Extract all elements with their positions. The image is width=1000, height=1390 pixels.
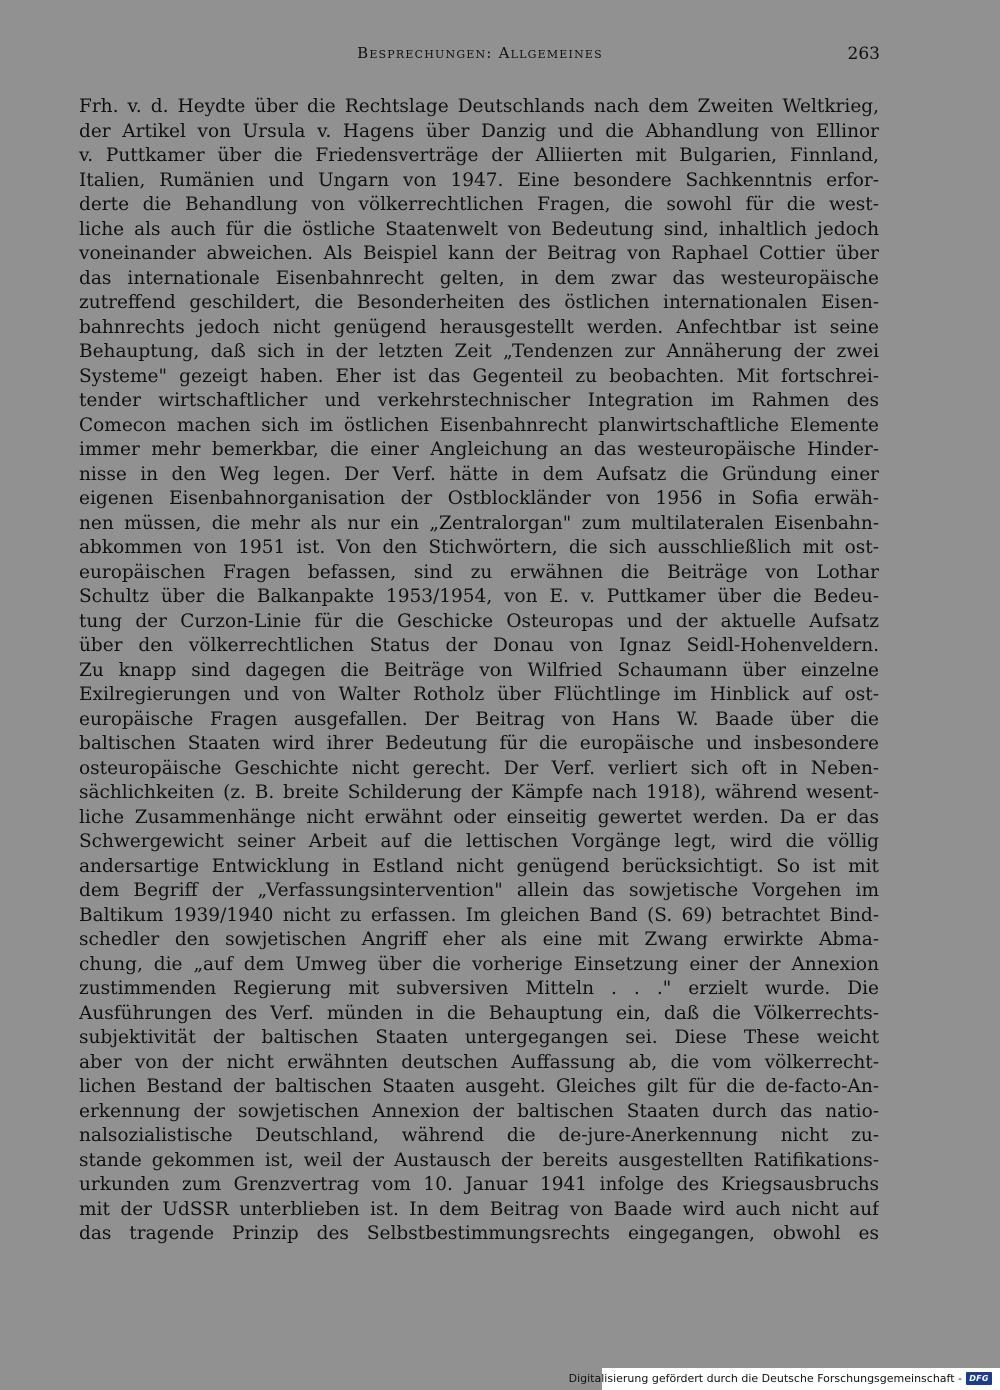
text-line: stande gekommen ist, weil der Austausch der bereits ausgestellten Ratifikations- <box>79 1149 879 1171</box>
text-line: Baltikum 1939/1940 nicht zu erfassen. Im gleichen Band (S. 69) betrachtet Bind- <box>79 904 879 926</box>
text-line: immer mehr bemerkbar, die einer Angleichung an das westeuropäische Hinder- <box>79 439 879 460</box>
text-line: nalsozialistische Deutschland, während die de-jure-Anerkennung nicht zu- <box>79 1125 879 1146</box>
text-line: europäische Fragen ausgefallen. Der Beitrag von Hans W. Baade über die <box>79 708 879 730</box>
dfg-logo-icon: DFG <box>966 1372 992 1385</box>
text-line: das internationale Eisenbahnrecht gelten, in dem zwar das westeuropäische <box>79 267 879 289</box>
text-line: bahnrechts jedoch nicht genügend herausgestellt werden. Anfechtbar ist seine <box>79 316 879 338</box>
text-line: tung der Curzon-Linie für die Geschicke Osteuropas und der aktuelle Aufsatz <box>79 610 879 632</box>
text-line: Schwergewicht seiner Arbeit auf die lettischen Vorgänge legt, wird die völlig <box>79 831 879 852</box>
text-line: Schultz über die Balkanpakte 1953/1954, von E. v. Puttkamer über die Bedeu- <box>79 586 879 607</box>
text-line: andersartige Entwicklung in Estland nicht genügend berücksichtigt. So ist mit <box>79 855 879 877</box>
text-line: Frh. v. d. Heydte über die Rechtslage Deutschlands nach dem Zweiten Weltkrieg, <box>79 96 879 117</box>
text-line: subjektivität der baltischen Staaten untergegangen sei. Diese These weicht <box>79 1027 879 1048</box>
text-line: erkennung der sowjetischen Annexion der baltischen Staaten durch das natio- <box>79 1100 879 1122</box>
text-line: derte die Behandlung von völkerrechtlichen Fragen, die sowohl für die west- <box>79 194 879 215</box>
text-line: Exilregierungen und von Walter Rotholz über Flüchtlinge im Hinblick auf ost- <box>79 684 879 705</box>
text-line: Ausführungen des Verf. münden in die Behauptung ein, daß die Völkerrechts- <box>79 1002 879 1024</box>
running-title: Besprechungen: Allgemeines <box>357 44 603 62</box>
text-line: das tragende Prinzip des Selbstbestimmungsrechts eingegangen, obwohl es <box>79 1223 879 1244</box>
text-line: der Artikel von Ursula v. Hagens über Danzig und die Abhandlung von Ellinor <box>79 120 879 142</box>
text-line: nen müssen, die mehr als nur ein „Zentralorgan" zum multilateralen Eisenbahn- <box>79 512 879 534</box>
text-line: osteuropäische Geschichte nicht gerecht. Der Verf. verliert sich oft in Neben- <box>79 757 879 779</box>
body-text <box>79 95 879 1247</box>
text-line: nisse in den Weg legen. Der Verf. hätte in dem Aufsatz die Gründung einer <box>79 463 879 485</box>
text-line: zutreffend geschildert, die Besonderheiten des östlichen internationalen Eisen- <box>79 292 879 313</box>
text-line: abkommen von 1951 ist. Von den Stichwörtern, die sich ausschließlich mit ost- <box>79 537 879 558</box>
text-line: Comecon machen sich im östlichen Eisenbahnrecht planwirtschaftliche Elemente <box>79 414 879 436</box>
page-number: 263 <box>847 44 880 64</box>
text-line: lichen Bestand der baltischen Staaten ausgeht. Gleiches gilt für die de-facto-An- <box>79 1076 879 1097</box>
text-line: sächlichkeiten (z. B. breite Schilderung der Kämpfe nach 1918), während wesent- <box>79 782 879 803</box>
footer-credit-text: Digitalisierung gefördert durch die Deutsche Forschungsgemeinschaft - <box>568 1371 962 1385</box>
text-line: Italien, Rumänien und Ungarn von 1947. Eine besondere Sachkenntnis erfor- <box>79 169 879 191</box>
text-line: dem Begriff der „Verfassungsintervention" allein das sowjetische Vorgehen im <box>79 880 879 901</box>
text-line: Systeme" gezeigt haben. Eher ist das Gegenteil zu beobachten. Mit fortschrei- <box>79 365 879 387</box>
text-line: liche Zusammenhänge nicht erwähnt oder einseitig gewertet werden. Da er das <box>79 806 879 828</box>
text-line: liche als auch für die östliche Staatenwelt von Bedeutung sind, inhaltlich jedoch <box>79 218 879 240</box>
text-line: v. Puttkamer über die Friedensverträge der Alliierten mit Bulgarien, Finnland, <box>79 145 879 166</box>
text-line: über den völkerrechtlichen Status der Donau von Ignaz Seidl-Hohenveldern. <box>79 635 879 656</box>
text-line: Zu knapp sind dagegen die Beiträge von Wilfried Schaumann über einzelne <box>79 659 879 681</box>
text-line: voneinander abweichen. Als Beispiel kann der Beitrag von Raphael Cottier über <box>79 243 879 264</box>
digitization-footer <box>569 1370 992 1386</box>
text-line: mit der UdSSR unterblieben ist. In dem Beitrag von Baade wird auch nicht auf <box>79 1198 879 1220</box>
text-line: urkunden zum Grenzvertrag vom 10. Januar 1941 infolge des Kriegsausbruchs <box>79 1174 879 1195</box>
text-line: aber von der nicht erwähnten deutschen Auffassung ab, die vom völkerrecht- <box>79 1051 879 1073</box>
text-line: zustimmenden Regierung mit subversiven Mitteln . . ." erzielt wurde. Die <box>79 978 879 999</box>
text-line: baltischen Staaten wird ihrer Bedeutung für die europäische und insbesondere <box>79 733 879 754</box>
text-line: schedler den sowjetischen Angriff eher als eine mit Zwang erwirkte Abma- <box>79 929 879 950</box>
text-line: eigenen Eisenbahnorganisation der Ostblockländer von 1956 in Sofia erwäh- <box>79 488 879 509</box>
page-header <box>80 44 880 72</box>
text-line: chung, die „auf dem Umweg über die vorherige Einsetzung einer der Annexion <box>79 953 879 975</box>
text-line: Behauptung, daß sich in der letzten Zeit „Tendenzen zur Annäherung der zwei <box>79 341 879 362</box>
text-line: europäischen Fragen befassen, sind zu erwähnen die Beiträge von Lothar <box>79 561 879 583</box>
text-line: tender wirtschaftlicher und verkehrstechnischer Integration im Rahmen des <box>79 390 879 411</box>
